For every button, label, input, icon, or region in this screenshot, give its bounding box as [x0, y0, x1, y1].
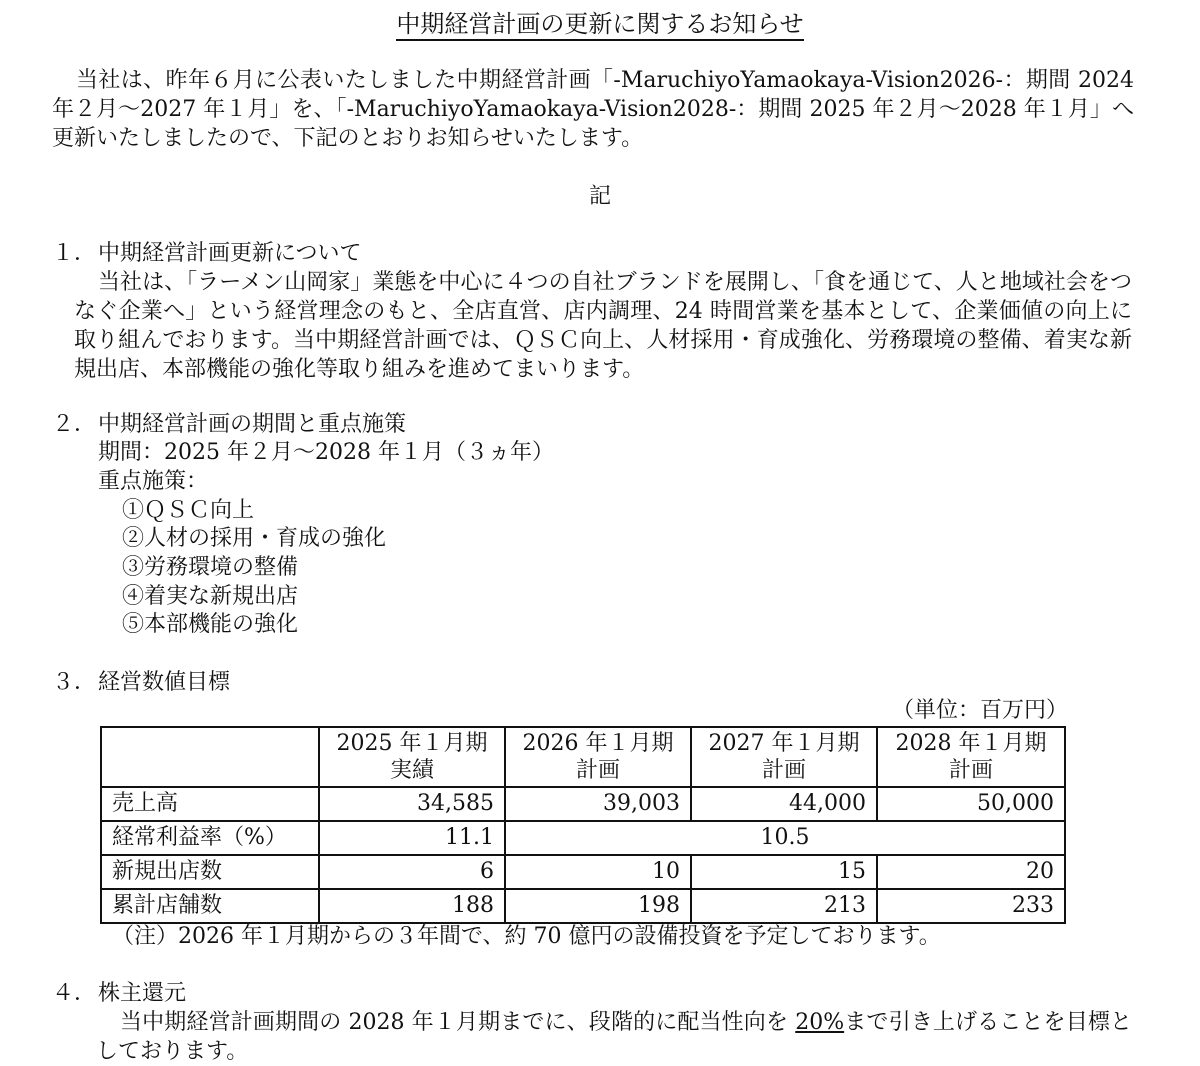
table-cell: 198 — [505, 889, 691, 923]
table-cell: 213 — [691, 889, 877, 923]
table-cell: 39,003 — [505, 787, 691, 821]
section-4-heading — [52, 980, 186, 1008]
table-header-row — [101, 727, 1065, 787]
table-cell: 188 — [319, 889, 505, 923]
row-label: 新規出店数 — [101, 855, 319, 889]
unit-label: （単位：百万円） — [891, 698, 1068, 723]
section-4-title: 株主還元 — [98, 981, 187, 1006]
column-header: 2025 年１月期 実績 — [319, 727, 505, 787]
table-cell: 15 — [691, 855, 877, 889]
table-row-margin — [101, 821, 1065, 855]
table-cell: 233 — [877, 889, 1065, 923]
row-label: 累計店舗数 — [101, 889, 319, 923]
measure-item: ②人材の採用・育成の強化 — [122, 526, 387, 551]
table-cell: 34,585 — [319, 787, 505, 821]
measure-item: ①ＱＳＣ向上 — [122, 498, 255, 523]
table-corner-cell — [101, 727, 319, 787]
ki-marker: 記 — [588, 184, 611, 209]
row-label: 経常利益率（%） — [101, 821, 319, 855]
plan-period: 期間：2025 年２月～2028 年１月（３ヵ年） — [98, 440, 554, 465]
table-cell-merged: 10.5 — [505, 821, 1065, 855]
section-1-title: 中期経営計画更新について — [98, 241, 362, 266]
table-cell: 11.1 — [319, 821, 505, 855]
section-3-number: ３． — [52, 670, 97, 695]
section-3-title: 経営数値目標 — [98, 670, 231, 695]
measure-item: ⑤本部機能の強化 — [122, 612, 299, 637]
table-cell: 20 — [877, 855, 1065, 889]
column-header: 2026 年１月期 計画 — [505, 727, 691, 787]
table-cell: 50,000 — [877, 787, 1065, 821]
targets-table — [100, 726, 1066, 924]
measure-item: ③労務環境の整備 — [122, 555, 299, 580]
section-4-body: 当中期経営計画期間の 2028 年１月期までに、段階的に配当性向を 20%まで引き上げることを目標としております。 — [96, 1010, 1132, 1064]
table-cell: 44,000 — [691, 787, 877, 821]
intro-paragraph: 当社は、昨年６月に公表いたしました中期経営計画「-MaruchiyoYamaokaya-Vision2026-：期間 2024 年２月～2027 年１月」を、「-MaruchiyoYamaokaya-Vision2028-：期間 2025 年２月～2028 年１月」へ更新いたしましたので、下記のとおりお知らせいたします。 — [52, 68, 1134, 151]
section-1-number: １． — [52, 241, 97, 266]
section-1-body: 当社は、「ラーメン山岡家」業態を中心に４つの自社ブランドを展開し、「食を通じて、人と地域社会をつなぐ企業へ」という経営理念のもと、全店直営、店内調理、24 時間営業を基本として、企業価値の向上に取り組んでおります。当中期経営計画では、ＱＳＣ向上、人材採用・育成強化、労務環境の整備、着実な新規出店、本部機能の強化等取り組みを進めてまいります。 — [74, 270, 1132, 382]
table-row-sales — [101, 787, 1065, 821]
document-title: 中期経営計画の更新に関するお知らせ — [0, 8, 1200, 40]
measure-item: ④着実な新規出店 — [122, 584, 299, 609]
payout-ratio-target: 20% — [795, 1010, 845, 1035]
table-cell: 6 — [319, 855, 505, 889]
measures-label: 重点施策： — [98, 469, 209, 494]
section-3-heading — [52, 669, 230, 697]
table-row-new-stores — [101, 855, 1065, 889]
row-label: 売上高 — [101, 787, 319, 821]
section-2-number: ２． — [52, 412, 97, 437]
table-row-total-stores — [101, 889, 1065, 923]
section-4-number: ４． — [52, 981, 97, 1006]
section-2-heading — [52, 411, 406, 439]
section-2-title: 中期経営計画の期間と重点施策 — [98, 412, 407, 437]
column-header: 2027 年１月期 計画 — [691, 727, 877, 787]
table-cell: 10 — [505, 855, 691, 889]
section-1-heading — [52, 240, 362, 268]
table-note: （注）2026 年１月期からの３年間で、約 70 億円の設備投資を予定しております。 — [112, 924, 941, 949]
column-header: 2028 年１月期 計画 — [877, 727, 1065, 787]
